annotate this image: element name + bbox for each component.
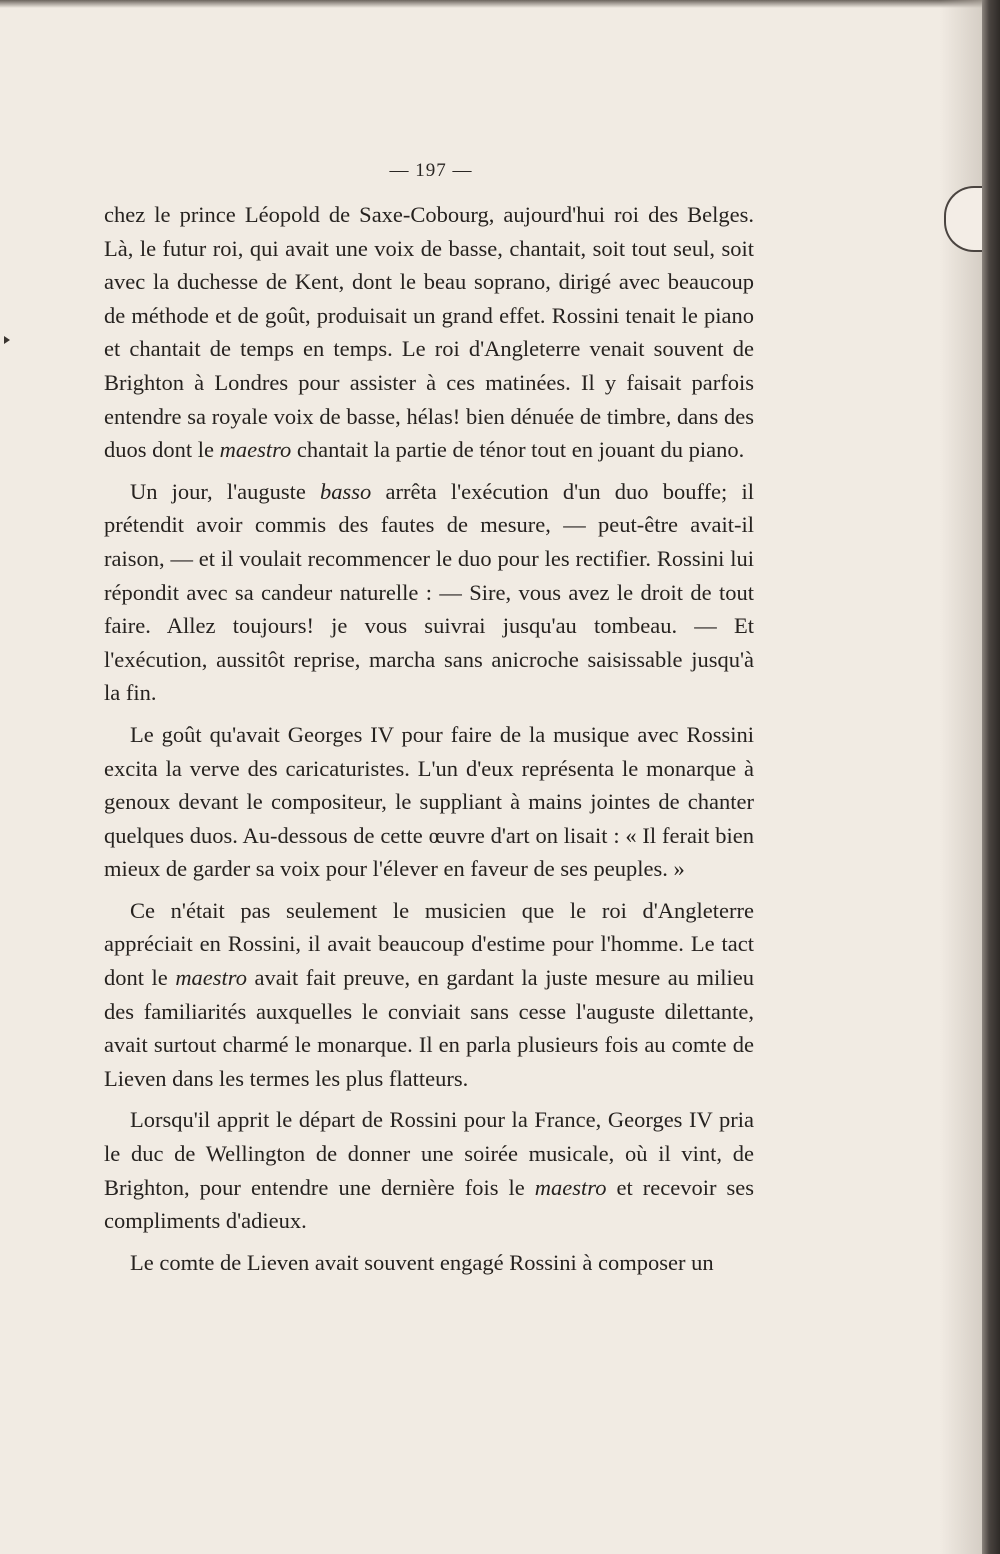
text-run: chez le prince Léopold de Saxe-Cobourg, aujourd'hui roi des Belges. Là, le futur roi, qui avait une voix de basse, chantait, soit tout seul, soit avec la duchesse de Kent, dont le beau soprano, dirigé avec beaucoup de méthode et de goût, produisait un grand effet. Rossini tenait le piano et chantait de temps en temps. Le roi d'Angleterre venait souvent de Brighton à Londres pour assister à ces matinées. Il y faisait parfois entendre sa royale voix de basse, hélas! bien dénuée de timbre, dans des duos dont le [104,202,754,463]
paragraph [104,1246,754,1280]
body-text [104,198,754,1287]
book-spine-shadow [982,0,1000,1554]
text-run: avait fait preuve, en gardant la juste mesure au milieu des familiarités auxquelles le conviait sans cesse l'auguste dilettante, avait surtout charmé le monarque. Il en parla plusieurs fois au comte de Lieven dans les termes les plus flatteurs. [104,965,754,1091]
italic-word: basso [320,478,372,504]
paragraph [104,1103,754,1237]
paragraph [104,475,754,710]
text-run: Lorsqu'il apprit le départ de Rossini pour la France, Georges IV pria le duc de Wellington de donner une soirée musicale, où il vint, de Brighton, pour entendre une dernière fois le [104,1107,754,1200]
text-run: Le comte de Lieven avait souvent engagé Rossini à composer un [130,1249,714,1275]
page-number: — 197 — [389,160,473,181]
text-run: et recevoir ses compliments d'adieux. [104,1174,755,1234]
text-run: Le goût qu'avait Georges IV pour faire de la musique avec Rossini excita la verve des caricaturistes. L'un d'eux représenta le monarque à genoux devant le compositeur, le suppliant à mains jointes de chanter quelques duos. Au-dessous de cette œuvre d'art on lisait : « Il ferait bien mieux de garder sa voix pour l'élever en faveur de ses peuples. » [104,721,754,882]
paragraph [104,894,754,1096]
text-run: Un jour, l'auguste [130,478,321,504]
paragraph [104,718,754,886]
text-run: arrêta l'exécution d'un duo bouffe; il prétendit avoir commis des fautes de mesure, — peut-être avait-il raison, — et il voulait recommencer le duo pour les rectifier. Rossini lui répondit avec sa candeur naturelle : — Sire, vous avez le droit de tout faire. Allez toujours! je vous suivrai jusqu'au tombeau. — Et l'exécution, aussitôt reprise, marcha sans anicroche saisissable jusqu'à la fin. [104,478,754,706]
page-top-shadow [0,0,982,8]
italic-word: maestro [534,1174,607,1200]
italic-word: maestro [175,965,247,991]
paragraph [104,198,754,467]
text-run: Ce n'était pas seulement le musicien que le roi d'Angleterre appréciait en Rossini, il avait beaucoup d'estime pour l'homme. Le tact dont le [104,897,754,991]
text-run: chantait la partie de ténor tout en jouant du piano. [291,437,745,463]
margin-mark [4,336,10,344]
italic-word: maestro [219,437,292,463]
